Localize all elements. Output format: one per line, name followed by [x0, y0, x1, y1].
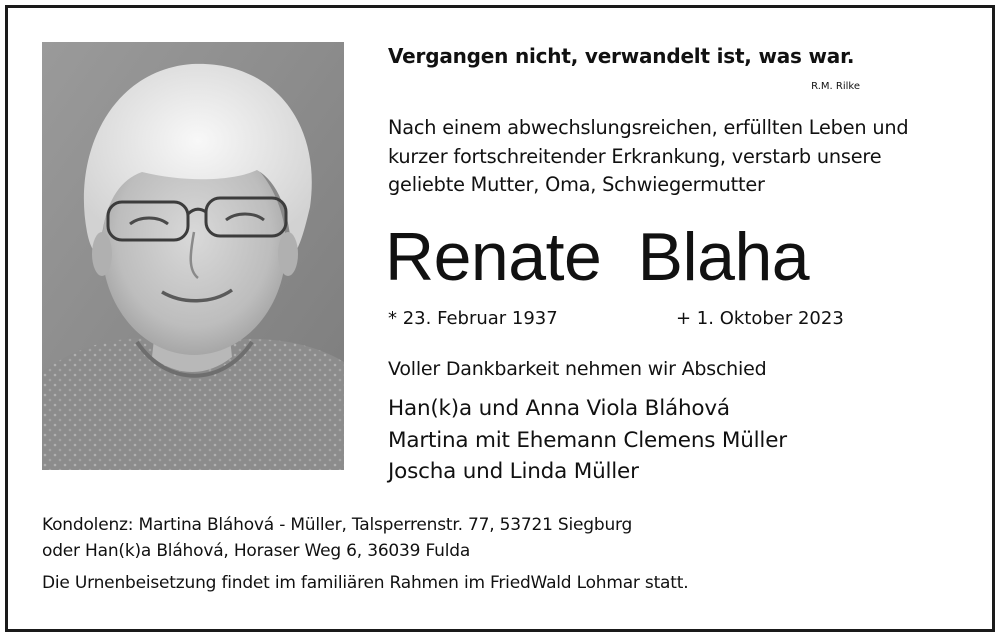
- burial-note: Die Urnenbeisetzung findet im familiären Rahmen im FriedWald Lohmar statt.: [42, 573, 689, 593]
- deceased-name: Renate Blaha: [385, 219, 810, 295]
- intro-line: geliebte Mutter, Oma, Schwiegermutter: [388, 173, 765, 196]
- mourner-line: Martina mit Ehemann Clemens Müller: [388, 427, 787, 453]
- condolence-line: Kondolenz: Martina Bláhová - Müller, Talsperrenstr. 77, 53721 Siegburg: [42, 515, 633, 535]
- birth-date: * 23. Februar 1937: [388, 308, 558, 329]
- mourner-line: Joscha und Linda Müller: [388, 459, 639, 484]
- mourners-list: [388, 393, 787, 488]
- condolence-address: [42, 512, 632, 564]
- farewell-text: Voller Dankbarkeit nehmen wir Abschied: [388, 358, 767, 380]
- motto-quote: Vergangen nicht, verwandelt ist, was war.: [388, 44, 855, 68]
- intro-line: Nach einem abwechslungsreichen, erfüllten Leben und: [388, 116, 909, 139]
- intro-text: [388, 114, 908, 200]
- motto-author: R.M. Rilke: [811, 81, 860, 92]
- death-date: + 1. Oktober 2023: [676, 308, 844, 329]
- condolence-line: oder Han(k)a Bláhová, Horaser Weg 6, 36039 Fulda: [42, 541, 471, 561]
- mourner-line: Han(k)a und Anna Viola Bláhová: [388, 396, 730, 421]
- intro-line: kurzer fortschreitender Erkrankung, verstarb unsere: [388, 144, 882, 168]
- portrait-photo: [42, 42, 344, 470]
